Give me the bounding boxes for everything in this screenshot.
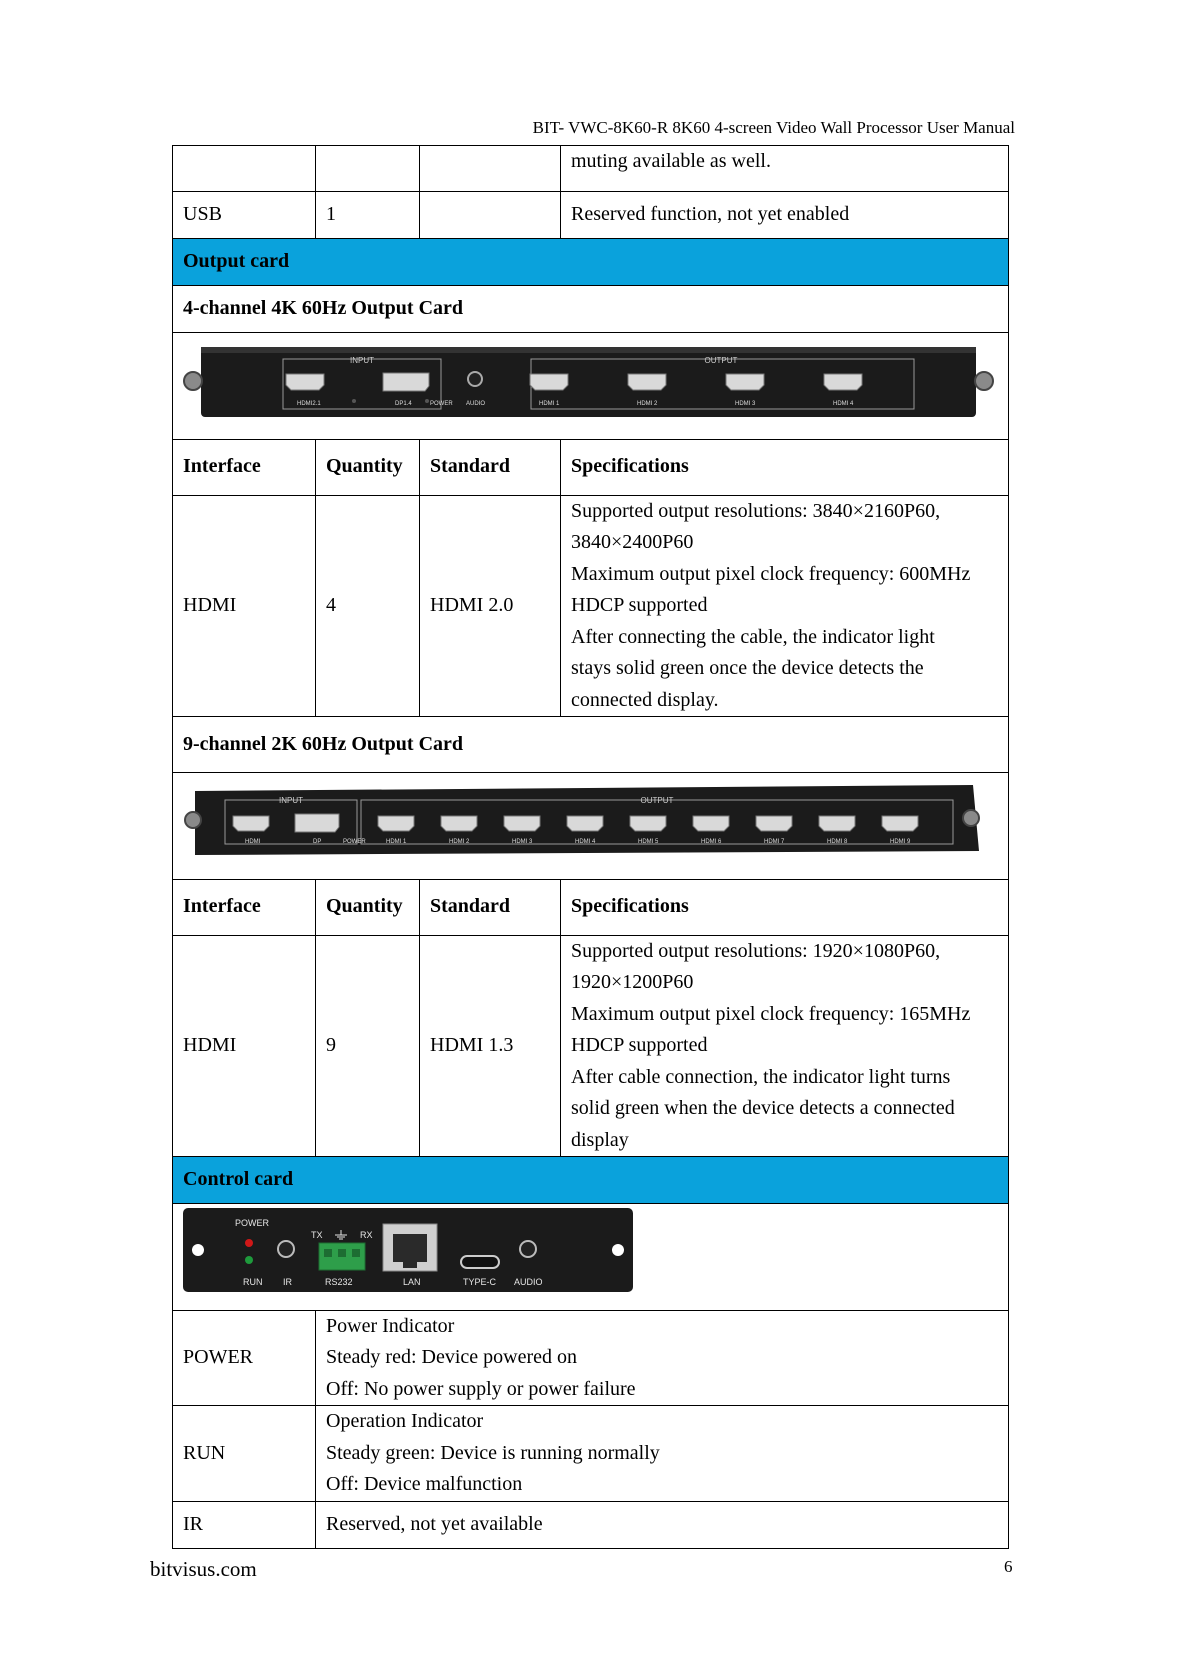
- port-label: HDMI 6: [701, 839, 722, 845]
- screw-icon: [975, 372, 993, 390]
- card4k-head-row: [173, 439, 1009, 495]
- port-label: HDMI 4: [833, 401, 854, 407]
- port-label: POWER: [430, 401, 453, 407]
- power-label: POWER: [235, 1218, 270, 1228]
- power-label-cell: POWER: [173, 1310, 316, 1406]
- ir-row: [173, 1501, 1009, 1548]
- hdmi-port-icon: [756, 816, 792, 831]
- desc-line: Off: Device malfunction: [326, 1473, 523, 1495]
- spec-line: solid green when the device detects a connected: [571, 1097, 955, 1119]
- dp-port-icon: [383, 373, 429, 391]
- card2k-standard: HDMI 1.3: [420, 935, 561, 1157]
- port-label: HDMI 4: [575, 839, 596, 845]
- card2k-head-row: [173, 879, 1009, 935]
- port-label: HDMI 8: [827, 839, 848, 845]
- output-group-label: OUTPUT: [704, 356, 738, 365]
- col-standard: Standard: [420, 439, 561, 495]
- audio-jack-icon: [468, 372, 482, 386]
- card4k-standard: HDMI 2.0: [420, 495, 561, 717]
- card4k-interface: HDMI: [173, 495, 316, 717]
- input-group-label: INPUT: [279, 796, 303, 805]
- output-section-row: [173, 239, 1009, 286]
- hdmi-port-icon: [233, 816, 269, 831]
- port-label: HDMI2.1: [297, 401, 321, 407]
- run-label: RUN: [243, 1277, 263, 1287]
- card2k-title-row: [173, 717, 1009, 773]
- spec-line: HDCP supported: [571, 594, 708, 616]
- control-image-cell: [173, 1204, 1009, 1311]
- spec-line: display: [571, 1128, 629, 1151]
- spec-line: Maximum output pixel clock frequency: 165MHz: [571, 1002, 971, 1025]
- port-label: HDMI 9: [890, 839, 911, 845]
- run-description: [316, 1406, 1009, 1502]
- hdmi-port-icon: [824, 374, 862, 390]
- running-header: BIT- VWC-8K60-R 8K60 4-screen Video Wall Processor User Manual: [532, 118, 1015, 137]
- usb-row: [173, 192, 1009, 239]
- control-image-row: [173, 1204, 1009, 1311]
- port-label: AUDIO: [466, 401, 486, 407]
- screw-icon: [185, 812, 201, 828]
- rx-label: RX: [360, 1230, 373, 1240]
- col-quantity: Quantity: [316, 879, 420, 935]
- card2k-interface: HDMI: [173, 935, 316, 1157]
- port-label: HDMI: [245, 839, 261, 845]
- hdmi-port-icon: [286, 374, 324, 390]
- card2k-image-cell: [173, 773, 1009, 880]
- spec-line: Supported output resolutions: 1920×1080P60,: [571, 939, 941, 962]
- lan-label: LAN: [403, 1277, 421, 1287]
- spec-line: Maximum output pixel clock frequency: 600MHz: [571, 562, 971, 585]
- col-specifications: Specifications: [561, 879, 1009, 935]
- usb-spec: Reserved function, not yet enabled: [561, 192, 1009, 239]
- card2k-panel-image: [173, 773, 1007, 868]
- desc-line: Operation Indicator: [326, 1410, 484, 1432]
- spec-line: Supported output resolutions: 3840×2160P60,: [571, 499, 941, 522]
- col-interface: Interface: [173, 879, 316, 935]
- card2k-quantity: 9: [316, 935, 420, 1157]
- typec-port-icon: [461, 1256, 499, 1268]
- usb-standard: [420, 192, 561, 239]
- hdmi-port-icon: [504, 816, 540, 831]
- port-label: DP: [313, 839, 322, 845]
- card4k-image-cell: [173, 333, 1009, 440]
- spec-line: 1920×1200P60: [571, 971, 694, 993]
- power-led-icon: [245, 1239, 253, 1247]
- tx-label: TX: [311, 1230, 323, 1240]
- ir-label: IR: [283, 1277, 292, 1287]
- ir-receiver-icon: [278, 1241, 294, 1257]
- desc-line: Steady red: Device powered on: [326, 1346, 578, 1368]
- run-label-cell: RUN: [173, 1406, 316, 1502]
- usb-interface: USB: [173, 192, 316, 239]
- power-description: [316, 1310, 1009, 1406]
- port-label: POWER: [343, 839, 366, 845]
- hdmi-port-icon: [567, 816, 603, 831]
- ir-description: Reserved, not yet available: [316, 1501, 1009, 1548]
- spec-line: connected display.: [571, 688, 719, 711]
- continued-spec: muting available as well.: [561, 146, 1009, 192]
- card2k-spec: [561, 935, 1009, 1157]
- card2k-title: 9-channel 2K 60Hz Output Card: [173, 717, 1009, 773]
- input-group-label: INPUT: [350, 356, 374, 365]
- desc-line: Off: No power supply or power failure: [326, 1377, 636, 1400]
- desc-line: Steady green: Device is running normally: [326, 1441, 660, 1464]
- hdmi-port-icon: [726, 374, 764, 390]
- card4k-panel-image: [173, 333, 1007, 428]
- spec-line: After cable connection, the indicator light turns: [571, 1065, 951, 1088]
- screw-icon: [184, 372, 202, 390]
- port-label: HDMI 1: [386, 839, 407, 845]
- hdmi-port-icon: [630, 816, 666, 831]
- control-panel-image: [173, 1204, 1007, 1299]
- spec-table: [172, 145, 1009, 1549]
- hdmi-port-icon: [530, 374, 568, 390]
- port-label: DP1.4: [395, 401, 412, 407]
- port-label: HDMI 7: [764, 839, 785, 845]
- mount-hole-icon: [192, 1244, 204, 1256]
- output-group-label: OUTPUT: [640, 796, 674, 805]
- card4k-quantity: 4: [316, 495, 420, 717]
- card4k-title-row: [173, 286, 1009, 333]
- card4k-hdmi-row: [173, 495, 1009, 717]
- port-label: HDMI 2: [637, 401, 658, 407]
- hdmi-port-icon: [378, 816, 414, 831]
- card4k-image-row: [173, 333, 1009, 440]
- col-interface: Interface: [173, 439, 316, 495]
- output-section-title: Output card: [173, 239, 1009, 286]
- col-specifications: Specifications: [561, 439, 1009, 495]
- hdmi-port-icon: [628, 374, 666, 390]
- hdmi-port-icon: [693, 816, 729, 831]
- spec-line: After connecting the cable, the indicator light: [571, 625, 935, 648]
- continued-row: [173, 146, 1009, 192]
- control-section-title: Control card: [173, 1157, 1009, 1204]
- port-label: HDMI 3: [735, 401, 756, 407]
- audio-label: AUDIO: [514, 1277, 543, 1287]
- run-row: [173, 1406, 1009, 1502]
- hdmi-port-icon: [819, 816, 855, 831]
- mount-hole-icon: [612, 1244, 624, 1256]
- card4k-spec: [561, 495, 1009, 717]
- page-number: 6: [1004, 1557, 1013, 1576]
- control-section-row: [173, 1157, 1009, 1204]
- usb-quantity: 1: [316, 192, 420, 239]
- port-label: HDMI 1: [539, 401, 560, 407]
- dp-port-icon: [295, 814, 339, 832]
- footer-site: bitvisus.com: [150, 1557, 257, 1581]
- port-label: HDMI 3: [512, 839, 533, 845]
- port-label: HDMI 5: [638, 839, 659, 845]
- audio-jack-icon: [520, 1241, 536, 1257]
- card2k-hdmi-row: [173, 935, 1009, 1157]
- run-led-icon: [245, 1256, 253, 1264]
- col-quantity: Quantity: [316, 439, 420, 495]
- card2k-image-row: [173, 773, 1009, 880]
- desc-line: Power Indicator: [326, 1314, 455, 1337]
- spec-line: stays solid green once the device detects the: [571, 657, 924, 679]
- rs232-label: RS232: [325, 1277, 353, 1287]
- port-label: HDMI 2: [449, 839, 470, 845]
- power-row: [173, 1310, 1009, 1406]
- spec-line: HDCP supported: [571, 1034, 708, 1056]
- typec-label: TYPE-C: [463, 1277, 497, 1287]
- hdmi-port-icon: [882, 816, 918, 831]
- screw-icon: [963, 810, 979, 826]
- hdmi-port-icon: [441, 816, 477, 831]
- col-standard: Standard: [420, 879, 561, 935]
- ir-label-cell: IR: [173, 1501, 316, 1548]
- output-ports: [378, 816, 918, 845]
- card4k-title: 4-channel 4K 60Hz Output Card: [173, 286, 1009, 333]
- spec-line: 3840×2400P60: [571, 531, 694, 553]
